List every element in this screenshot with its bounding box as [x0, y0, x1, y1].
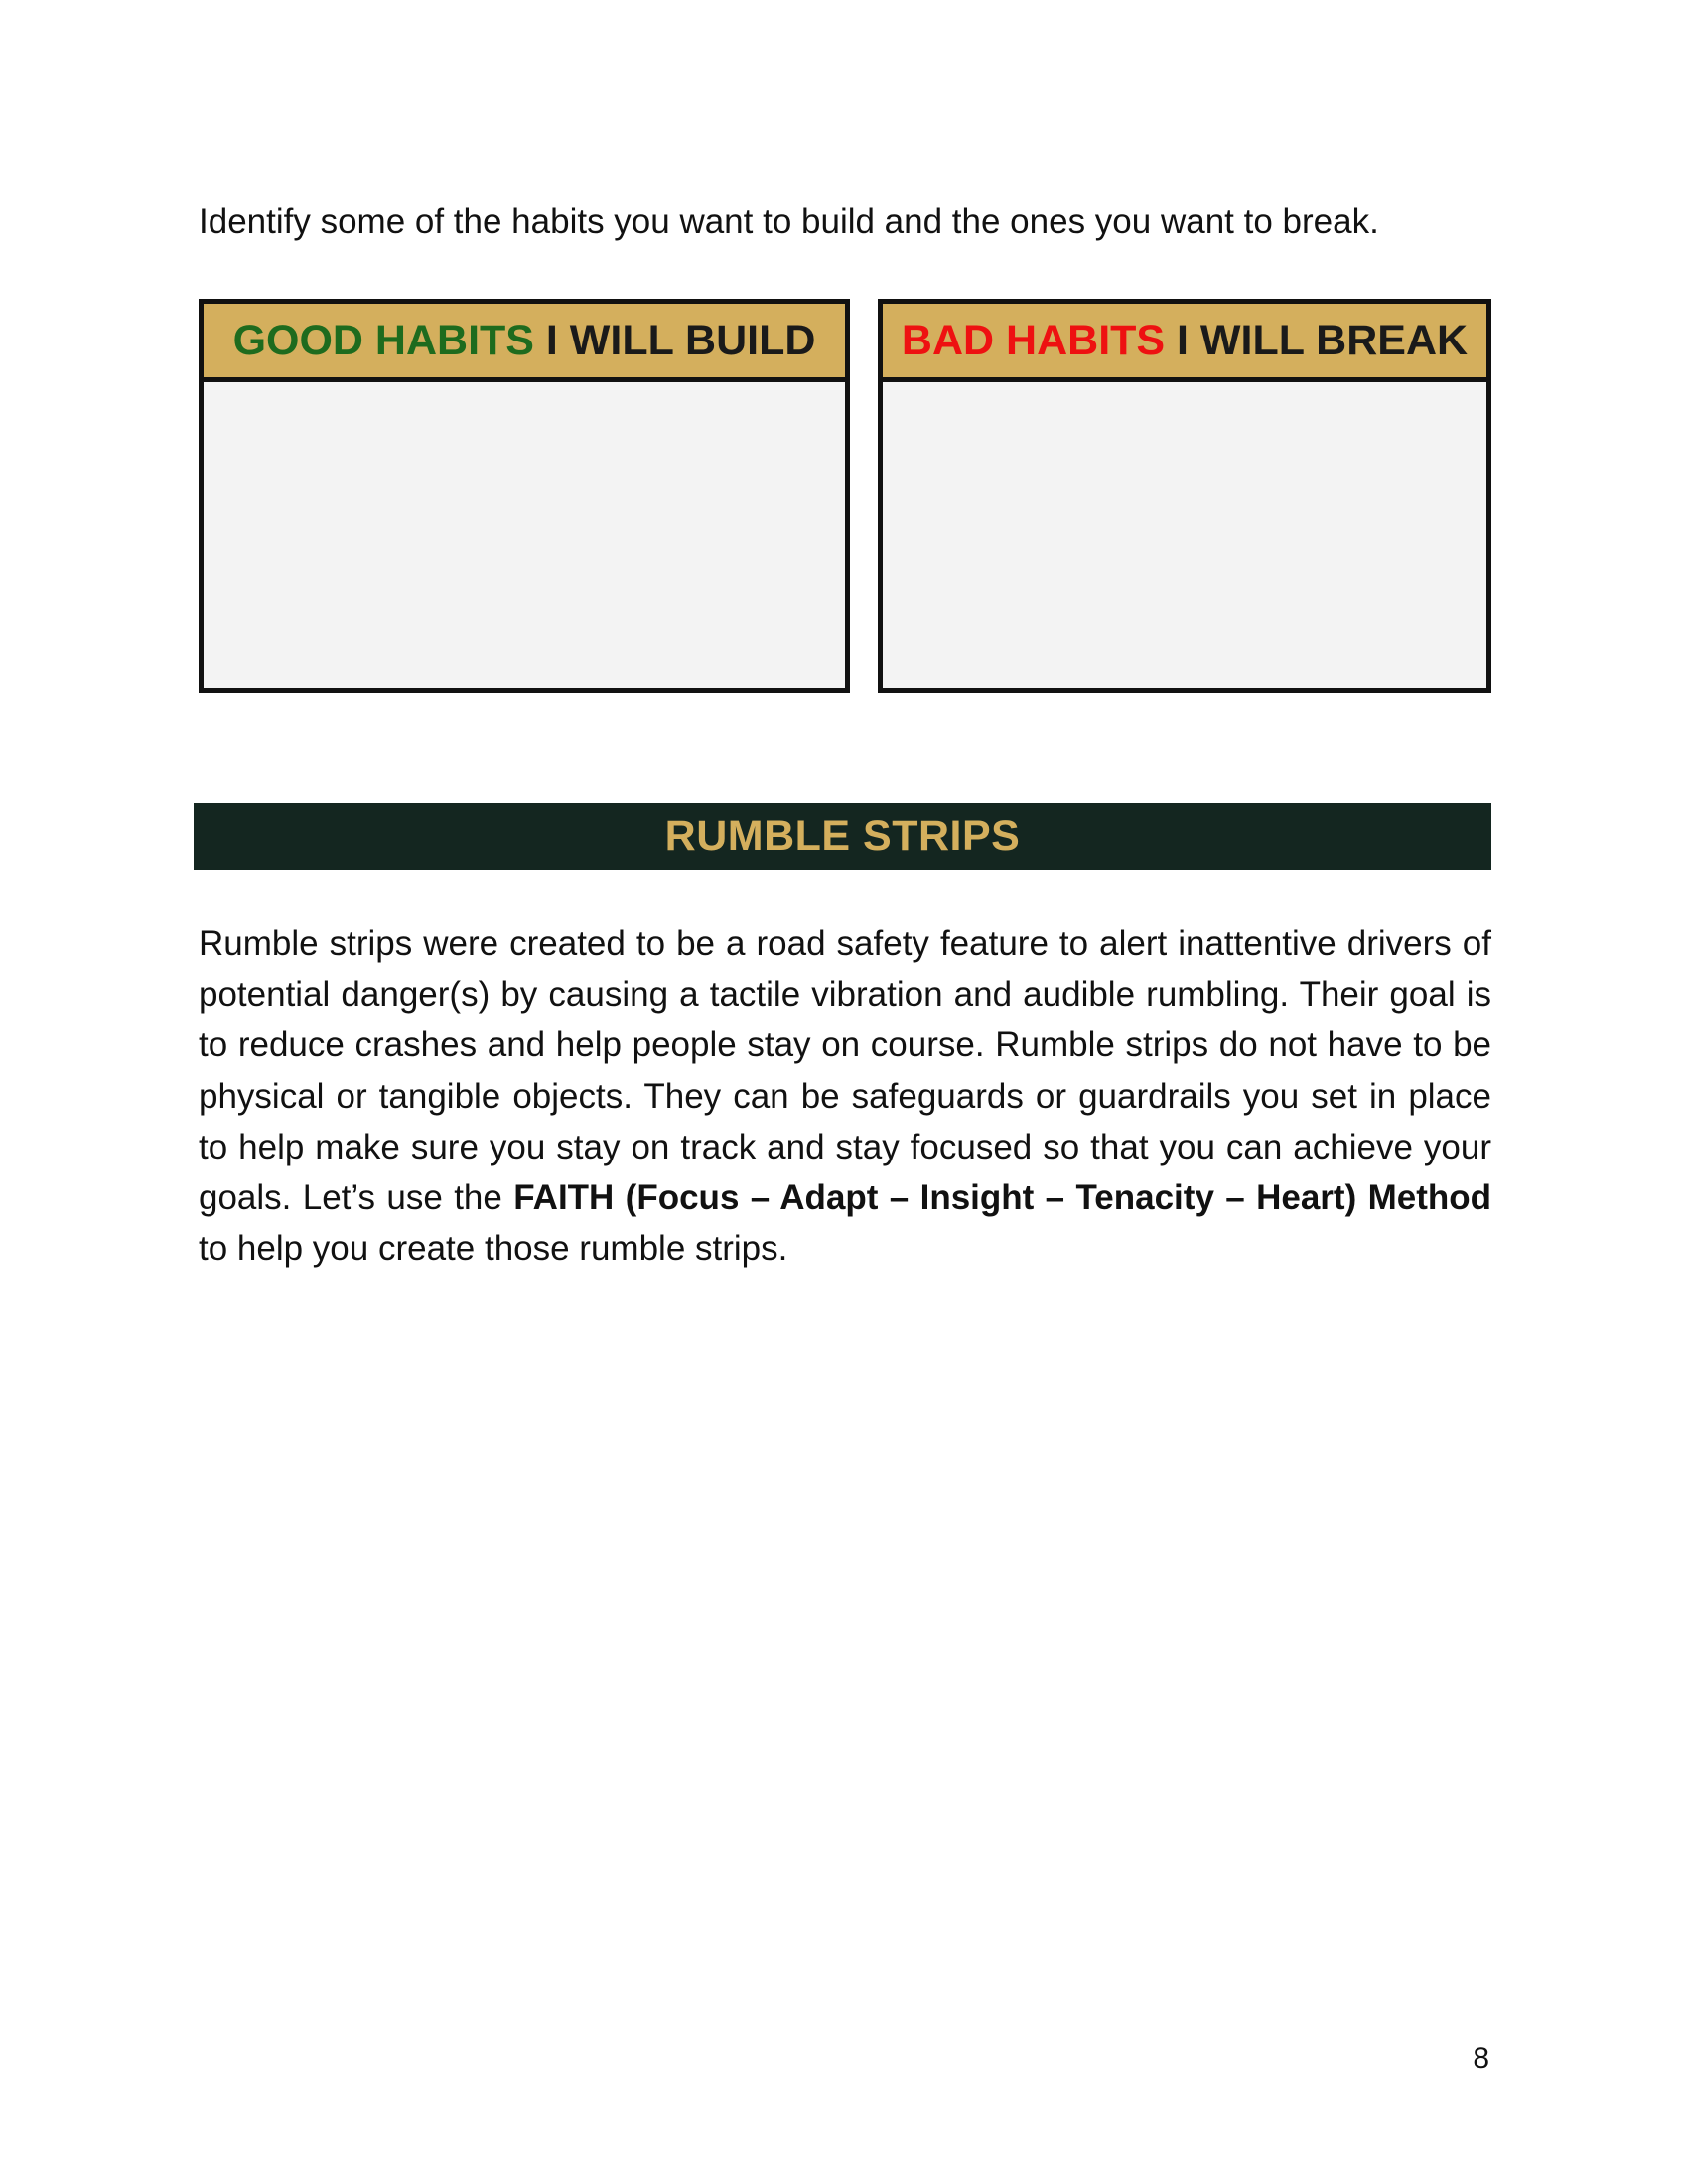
bad-habits-highlight: BAD HABITS	[901, 316, 1166, 364]
page-number: 8	[1473, 2042, 1489, 2075]
good-habits-input-area[interactable]	[204, 382, 845, 688]
paragraph-end-text: to help you create those rumble strips.	[199, 1229, 788, 1269]
good-habits-header	[204, 304, 845, 382]
bad-habits-input-area[interactable]	[883, 382, 1486, 688]
intro-text: Identify some of the habits you want to build and the ones you want to break.	[199, 203, 1379, 241]
paragraph-text: Rumble strips were created to be a road safety feature to alert inattentive drivers of potential danger(s) by causing a tactile vibration and audible rumbling. Their goal is to reduce crashes and help people stay on course. Rumble strips do not have to be physical or tangible objects. They can be safeguards or guardrails you set in place to help make sure you stay on track and stay focused so that you can achieve your goals. Let’s use the	[199, 924, 1491, 1218]
bad-habits-rest: I WILL BREAK	[1165, 316, 1469, 364]
good-habits-highlight: GOOD HABITS	[232, 316, 534, 364]
bad-habits-box	[878, 299, 1491, 693]
section-title: RUMBLE STRIPS	[664, 812, 1021, 860]
faith-method-bold: FAITH (Focus – Adapt – Insight – Tenacity – Heart) Method	[513, 1178, 1491, 1218]
good-habits-box	[199, 299, 850, 693]
rumble-strips-banner	[194, 803, 1491, 870]
bad-habits-header	[883, 304, 1486, 382]
good-habits-rest: I WILL BUILD	[533, 316, 816, 364]
rumble-strips-paragraph	[199, 918, 1491, 1274]
